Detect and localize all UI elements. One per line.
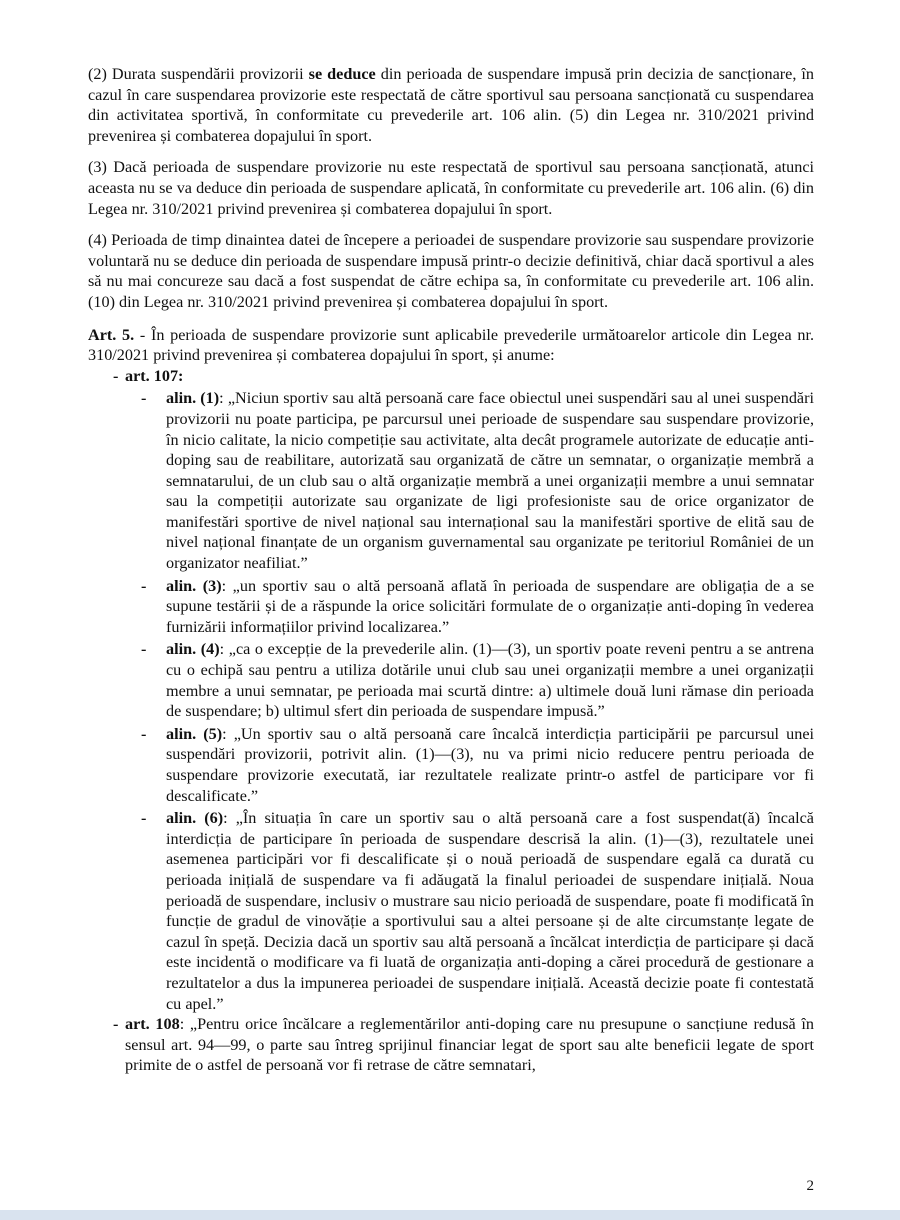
alin-6-item xyxy=(88,808,814,1014)
list-dash: - xyxy=(113,1015,119,1034)
paragraph-2-text-b: din perioada de suspendare impusă prin decizia de sancționare, în cazul în care suspendarea provizorie este respectată de către sportivul sau persoana sancționată cu suspendarea din activitatea sportivă, în conformitate cu prevederile art. 106 alin. (5) din Legea nr. 310/2021 privind prevenirea și combaterea dopajului în sport. xyxy=(88,65,815,145)
art-107-label: art. 107: xyxy=(125,366,184,385)
alin-5-label: alin. (5) xyxy=(166,724,223,743)
page-number: 2 xyxy=(806,1178,814,1194)
list-dash: - xyxy=(113,366,119,385)
alin-4-text: : „ca o excepție de la prevederile alin. (1)—(3), un sportiv poate reveni pentru a se antrena cu o echipă sau pentru a utiliza dotările unui club sau unei organizații membre a unei organizații membre a unui semnatar, pe perioada mai scurtă dintre: a) ultimele două luni rămase din perioada de suspendare; b) ultimul sfert din perioada de suspendare impusă.” xyxy=(166,640,815,721)
article-5 xyxy=(88,325,814,1076)
article-5-heading: Art. 5. xyxy=(88,325,135,344)
alin-1-text: : „Niciun sportiv sau altă persoană care face obiectul unei suspendări sau al unei suspendări provizorii nu poate participa, pe parcursul unei perioade de suspendare sau suspendare provizorie, în nicio calitate, la nicio competiție sau activitate, alta decât programele autorizate de educație anti-doping sau de reabilitare, autorizată sau organizată de către un semnatar, o organizație membră a semnatarului, de un club sau o altă organizație membră a unei organizații membre a unui semnatar sau la competiții autorizate sau organizate de ligi profesioniste sau de orice organizator de manifestări sportive de nivel național sau internațional sau la manifestări sportive de elită sau de nivel național finanțate de un organism guvernamental sau organizate pe teritoriul României de un organizator neafiliat.” xyxy=(166,389,814,573)
paragraph-3: (3) Dacă perioada de suspendare provizorie nu este respectată de sportivul sau persoana sancționată, atunci aceasta nu se va deduce din perioada de suspendare aplicată, în conformitate cu prevederile art. 106 alin. (6) din Legea nr. 310/2021 privind prevenirea și combaterea dopajului în sport. xyxy=(88,158,814,218)
art-108-label: art. 108 xyxy=(125,1015,180,1034)
alin-6-text: : „În situația în care un sportiv sau o altă persoană care a fost suspendat(ă) încalcă interdicția de participare în perioada de suspendare descrisă la alin. (1)—(3), rezultatele unei asemenea participări vor fi descalificate și o nouă perioadă de suspendare egală ca durată cu perioada inițială de suspendare va fi adăugată la finalul perioadei de suspendare inițială. Noua perioadă de suspendare, inclusiv o mustrare sau nicio perioadă de suspendare, poate fi modificată în funcție de gradul de vinovăție a sportivului sau a altei persoane și de alte circumstanțe legate de cazul în speță. Decizia dacă un sportiv sau altă persoană a încălcat interdicția de participare și dacă este incidentă o modificare va fi luată de organizația anti-doping a cărei procedură de gestionare a rezultatelor a dus la impunerea perioadei de suspendare inițială. Această decizie poate fi contestată cu apel.” xyxy=(166,809,814,1013)
alin-5-item xyxy=(88,724,814,806)
paragraph-2 xyxy=(88,64,814,146)
art-107-item xyxy=(88,366,814,387)
art-108-text: : „Pentru orice încălcare a reglementărilor anti-doping care nu presupune o sancțiune redusă în sensul art. 94—99, o parte sau întreg sprijinul financiar legat de sport sau alte beneficii legate de sport primite de o astfel de persoană vor fi retrase de către semnatari, xyxy=(125,1015,814,1075)
alin-1-label: alin. (1) xyxy=(166,389,220,408)
list-dash: - xyxy=(141,809,147,828)
paragraph-4: (4) Perioada de timp dinaintea datei de începere a perioadei de suspendare provizorie sau suspendare provizorie voluntară nu se deduce din perioada de suspendare impusă printr-o decizie definitivă, chiar dacă sportivul a ales să nu mai concureze sau dacă a fost suspendat de către echipa sa, în conformitate cu prevederile art. 106 alin. (10) din Legea nr. 310/2021 privind prevenirea și combaterea dopajului în sport. xyxy=(88,231,814,311)
alin-6-label: alin. (6) xyxy=(166,809,224,828)
alin-4-item xyxy=(88,639,814,721)
alin-1-item xyxy=(88,388,814,573)
alin-5-text: : „Un sportiv sau o altă persoană care încalcă interdicția participării pe parcursul unei suspendări provizorii, potrivit alin. (1)—(3), nu va primi nicio reducere pentru perioada de suspendare provizorie executată, iar rezultatele realizate printr-o astfel de participare vor fi descalificate.” xyxy=(166,724,814,805)
list-dash: - xyxy=(141,724,147,743)
alin-3-text: : „un sportiv sau o altă persoană aflată în perioada de suspendare are obligația de a se supune testării și de a răspunde la orice solicitări formulate de o organizație anti-doping în vederea furnizării informațiilor privind localizarea.” xyxy=(166,576,814,636)
alin-4-label: alin. (4) xyxy=(166,640,220,659)
paragraph-2-bold: se deduce xyxy=(308,65,376,83)
list-dash: - xyxy=(141,640,147,659)
article-5-intro xyxy=(88,325,814,366)
list-dash: - xyxy=(141,576,147,595)
viewer-bottom-band xyxy=(0,1210,900,1220)
alin-3-item xyxy=(88,576,814,638)
paragraph-2-text-a: (2) Durata suspendării provizorii xyxy=(88,65,309,83)
document-page xyxy=(88,64,814,1076)
art-108-item xyxy=(88,1014,814,1076)
article-5-intro-text: - În perioada de suspendare provizorie sunt aplicabile prevederile următoarelor articole din Legea nr. 310/2021 privind prevenirea și combaterea dopajului în sport, și anume: xyxy=(88,325,814,365)
alin-3-label: alin. (3) xyxy=(166,576,222,595)
list-dash: - xyxy=(141,389,147,408)
